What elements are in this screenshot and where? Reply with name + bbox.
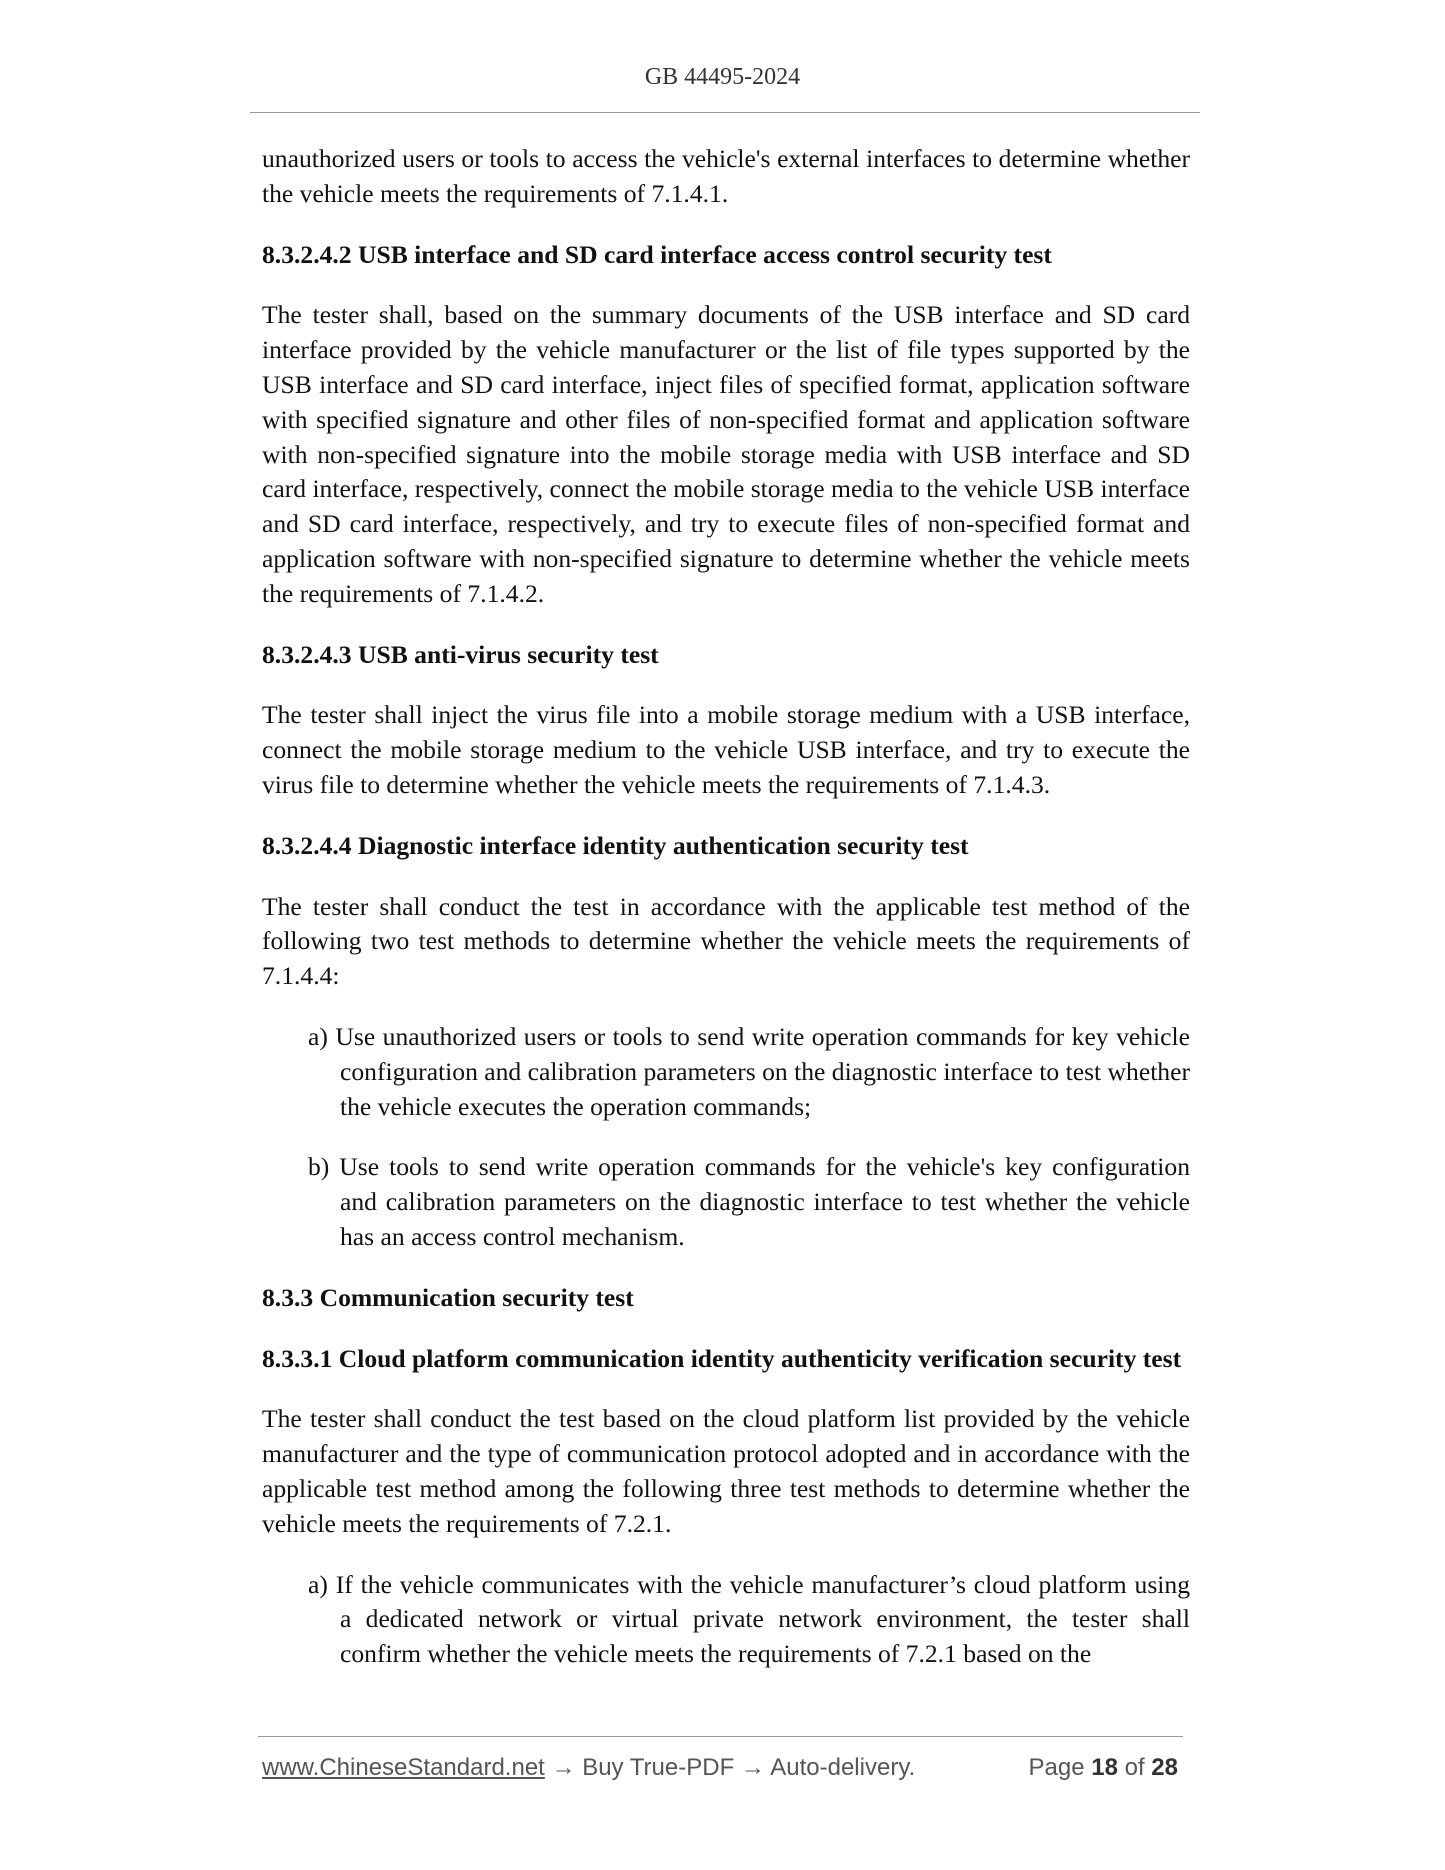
- page-indicator: [1029, 1754, 1179, 1782]
- paragraph-cloud-platform: The tester shall conduct the test based on the cloud platform list provided by the vehicle manufacturer and the type of communication protocol adopted and in accordance with the applicable test method among the following three test methods to determine whether the vehicle meets the requirements of 7.2.1.: [262, 1404, 1190, 1538]
- section-heading-8-3-2-4-4: 8.3.2.4.4 Diagnostic interface identity authentication security test: [262, 830, 969, 860]
- list-item-b-diagnostic: b) Use tools to send write operation commands for the vehicle's key configuration and calibration parameters on the diagnostic interface to test whether the vehicle has an access control mechanism.: [308, 1152, 1190, 1251]
- paragraph-continuation: unauthorized users or tools to access the vehicle's external interfaces to determine whether the vehicle meets the requirements of 7.1.4.1.: [262, 144, 1190, 208]
- section-heading-8-3-2-4-2: 8.3.2.4.2 USB interface and SD card interface access control security test: [262, 239, 1052, 269]
- arrow-right-icon: →: [740, 1754, 765, 1781]
- paragraph-usb-anti-virus: The tester shall inject the virus file into a mobile storage medium with a USB interface, connect the mobile storage medium to the vehicle USB interface, and try to execute the virus file to determine whether the vehicle meets the requirements of 7.1.4.3.: [262, 700, 1190, 799]
- chinesestandard-link[interactable]: www.ChineseStandard.net: [262, 1754, 545, 1781]
- footer-divider: [258, 1736, 1183, 1737]
- document-header-title: GB 44495-2024: [644, 64, 801, 90]
- list-item-a-diagnostic: a) Use unauthorized users or tools to send write operation commands for key vehicle configuration and calibration parameters on the diagnostic interface to test whether the vehicle executes the operation commands;: [308, 1021, 1190, 1121]
- header-divider: [250, 112, 1200, 113]
- page-footer: [262, 1754, 1182, 1782]
- section-heading-8-3-2-4-3: 8.3.2.4.3 USB anti-virus security test: [262, 639, 659, 669]
- auto-delivery-text: Auto-delivery.: [770, 1754, 916, 1781]
- arrow-right-icon: →: [551, 1754, 576, 1781]
- page-label: Page: [1028, 1754, 1085, 1781]
- section-heading-8-3-3-1: 8.3.3.1 Cloud platform communication identity authenticity verification security test: [262, 1343, 1182, 1373]
- page-total: 28: [1151, 1754, 1178, 1781]
- paragraph-diagnostic-interface: The tester shall conduct the test in accordance with the applicable test method of the following two test methods to determine whether the vehicle meets the requirements of 7.1.4.4:: [262, 891, 1190, 991]
- document-body: [262, 142, 1190, 1698]
- paragraph-usb-sd-access-control: The tester shall, based on the summary documents of the USB interface and SD card interface provided by the vehicle manufacturer or the list of file types supported by the USB interface and SD card interface, inject files of specified format, application software with specified signature and other files of non-specified format and application software with non-specified signature into the mobile storage media with USB interface and SD card interface, respectively, connect the mobile storage media to the vehicle USB interface and SD card interface, respectively, and try to execute files of non-specified format and application software with non-specified signature to determine whether the vehicle meets the requirements of 7.1.4.2.: [262, 300, 1190, 608]
- section-heading-8-3-3: 8.3.3 Communication security test: [262, 1282, 634, 1312]
- page-of-label: of: [1124, 1754, 1145, 1781]
- buy-true-pdf-text: Buy True-PDF: [582, 1754, 735, 1781]
- list-item-a-cloud: a) If the vehicle communicates with the vehicle manufacturer’s cloud platform using a dedicated network or virtual private network environment, the tester shall confirm whether the vehicle meets the requirements of 7.2.1 based on the: [308, 1569, 1190, 1669]
- page-current: 18: [1091, 1754, 1118, 1781]
